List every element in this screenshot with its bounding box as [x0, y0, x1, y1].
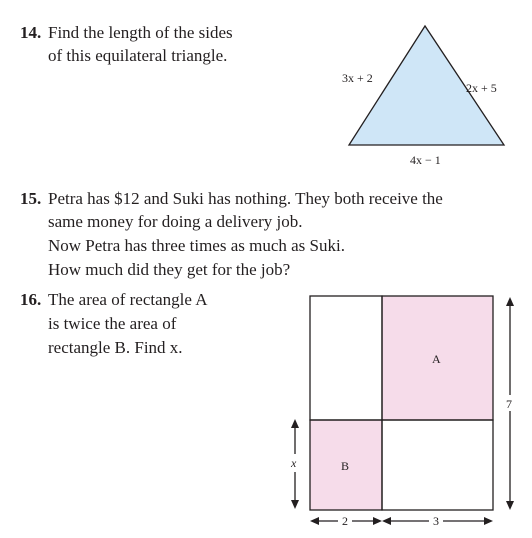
- equilateral-triangle: [342, 26, 504, 167]
- triangle-side-left-label: 3x + 2: [342, 71, 373, 85]
- triangle-side-right-label: 2x + 5: [466, 81, 497, 95]
- question-15-line-3: Now Petra has three times as much as Suki.: [48, 236, 345, 255]
- triangle-side-bottom-label: 4x − 1: [410, 153, 441, 167]
- question-number: 16.: [20, 290, 42, 309]
- rectangle-top-left: [310, 296, 382, 420]
- dimension-7-label: 7: [506, 397, 512, 411]
- question-number: 14.: [20, 23, 42, 42]
- question-14-line-1: Find the length of the sides: [48, 23, 233, 42]
- dimension-2-label: 2: [342, 514, 348, 528]
- question-15-line-2: same money for doing a delivery job.: [48, 212, 303, 231]
- rectangle-diagram: [290, 296, 514, 528]
- question-14-line-2: of this equilateral triangle.: [48, 46, 228, 65]
- question-16-line-1: The area of rectangle A: [48, 290, 208, 309]
- dimension-3-label: 3: [433, 514, 439, 528]
- question-16-line-3: rectangle B. Find x.: [48, 338, 183, 357]
- question-16-line-2: is twice the area of: [48, 314, 177, 333]
- question-15-line-1: Petra has $12 and Suki has nothing. They both receive the: [48, 189, 443, 208]
- rectangle-b-label: B: [341, 459, 350, 473]
- rectangle-bottom-right: [382, 420, 493, 510]
- rectangle-a-label: A: [432, 352, 441, 366]
- dimension-x-label: x: [291, 456, 297, 470]
- question-15-line-4: How much did they get for the job?: [48, 260, 291, 279]
- question-number: 15.: [20, 189, 42, 208]
